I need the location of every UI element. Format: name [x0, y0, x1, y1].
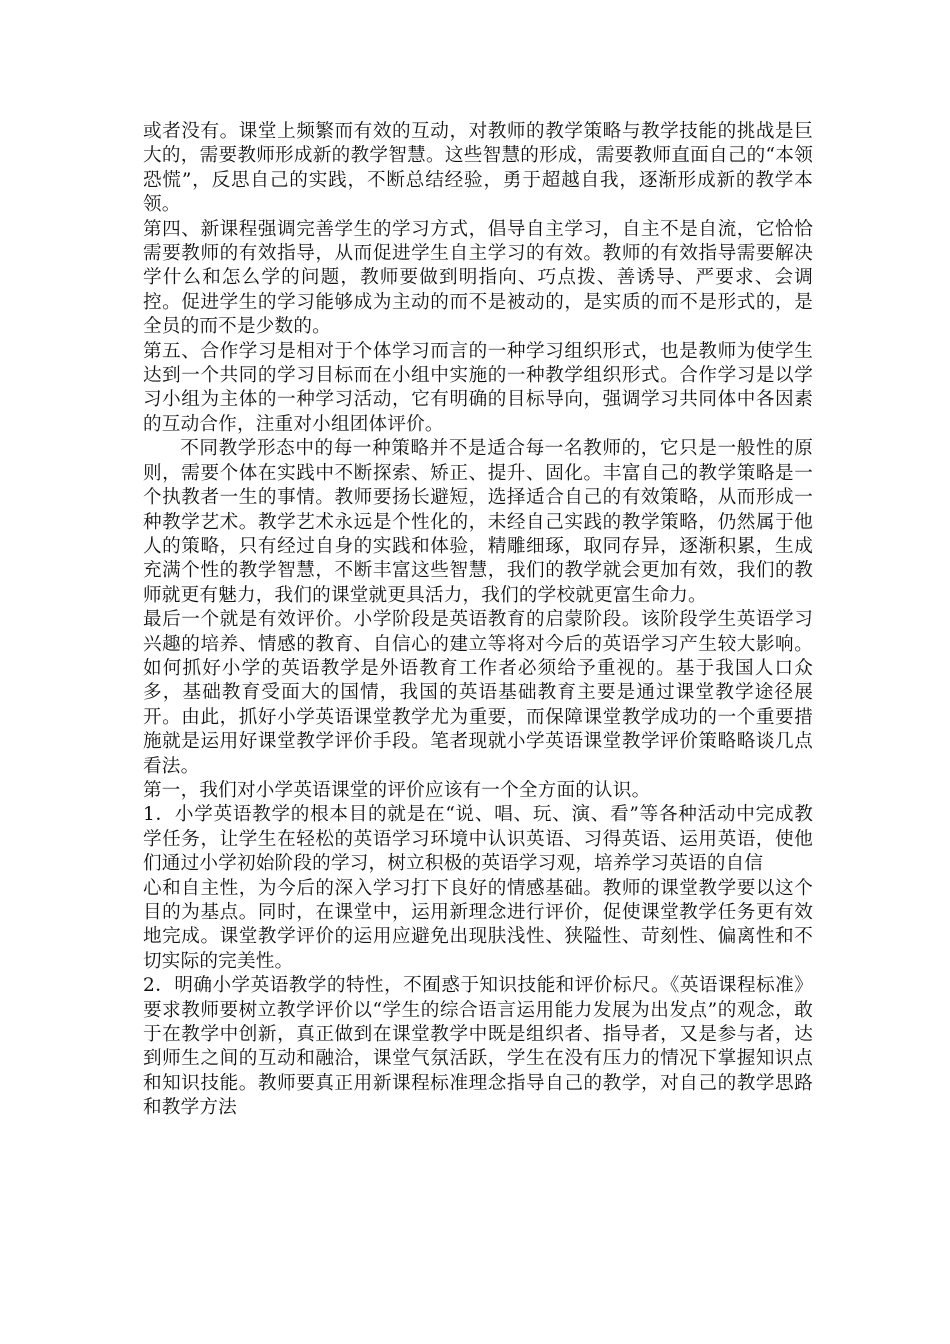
paragraph-first-point: 第一，我们对小学英语课堂的评价应该有一个全方面的认识。: [143, 779, 651, 801]
document-body: [143, 120, 813, 1121]
paragraph-teaching-strategies: 不同教学形态中的每一种策略并不是适合每一名教师的，它只是一般性的原则，需要个体在实践中不断探索、矫正、提升、固化。丰富自己的教学策略是一个执教者一生的事情。教师要扬长避短，选择适合自己的有效策略，从而形成一种教学艺术。教学艺术永远是个性化的，未经自己实践的教学策略，仍然属于他人的策略，只有经过自身的实践和体验，精雕细琢，取同存异，逐渐积累，生成充满个性的教学智慧，不断丰富这些智慧，我们的教学就会更加有效，我们的教师就更有魅力，我们的课堂就更具活力，我们的学校就更富生命力。: [143, 438, 813, 606]
paragraph-effective-evaluation: 最后一个就是有效评价。小学阶段是英语教育的启蒙阶段。该阶段学生英语学习兴趣的培养、情感的教育、自信心的建立等将对今后的英语学习产生较大影响。如何抓好小学的英语教学是外语教育工作者必须给予重视的。基于我国人口众多，基础教育受面大的国情，我国的英语基础教育主要是通过课堂教学途径展开。由此，抓好小学英语课堂教学尤为重要，而保障课堂教学成功的一个重要措施就是运用好课堂教学评价手段。笔者现就小学英语课堂教学评价策略略谈几点看法。: [143, 609, 813, 777]
paragraph-item-1: 1．小学英语教学的根本目的就是在“说、唱、玩、演、看”等各种活动中完成教学任务，让学生在轻松的英语学习环境中认识英语、习得英语、运用英语，使他们通过小学初始阶段的学习，树立积极的英语学习观，培养学习英语的自信: [143, 804, 813, 875]
paragraph-point-four: 第四、新课程强调完善学生的学习方式，倡导自主学习，自主不是自流，它恰恰需要教师的有效指导，从而促进学生自主学习的有效。教师的有效指导需要解决学什么和怎么学的问题，教师要做到明指向、巧点拨、善诱导、严要求、会调控。促进学生的学习能够成为主动的而不是被动的，是实质的而不是形式的，是全员的而不是少数的。: [143, 218, 813, 338]
paragraph-point-five: 第五、合作学习是相对于个体学习而言的一种学习组织形式，也是教师为使学生达到一个共同的学习目标而在小组中实施的一种教学组织形式。合作学习是以学习小组为主体的一种学习活动，它有明确的目标导向，强调学习共同体中各因素的互动合作，注重对小组团体评价。: [143, 340, 813, 435]
paragraph-item-1-continued: 心和自主性，为今后的深入学习打下良好的情感基础。教师的课堂教学要以这个目的为基点。同时，在课堂中，运用新理念进行评价，促使课堂教学任务更有效地完成。课堂教学评价的运用应避免出现肤浅性、狭隘性、苛刻性、偏离性和不切实际的完美性。: [143, 877, 813, 972]
paragraph-continuation: 或者没有。课堂上频繁而有效的互动，对教师的教学策略与教学技能的挑战是巨大的，需要教师形成新的教学智慧。这些智慧的形成，需要教师直面自己的“本领恐慌”，反思自己的实践，不断总结经验，勇于超越自我，逐渐形成新的教学本领。: [143, 121, 813, 216]
paragraph-item-2: 2．明确小学英语教学的特性，不囿惑于知识技能和评价标尺。《英语课程标准》要求教师要树立教学评价以“学生的综合语言运用能力发展为出发点”的观念，敢于在教学中创新，真正做到在课堂教学中既是组织者、指导者，又是参与者，达到师生之间的互动和融洽，课堂气氛活跃，学生在没有压力的情况下掌握知识点和知识技能。教师要真正用新课程标准理念指导自己的教学，对自己的教学思路和教学方法: [143, 975, 813, 1119]
